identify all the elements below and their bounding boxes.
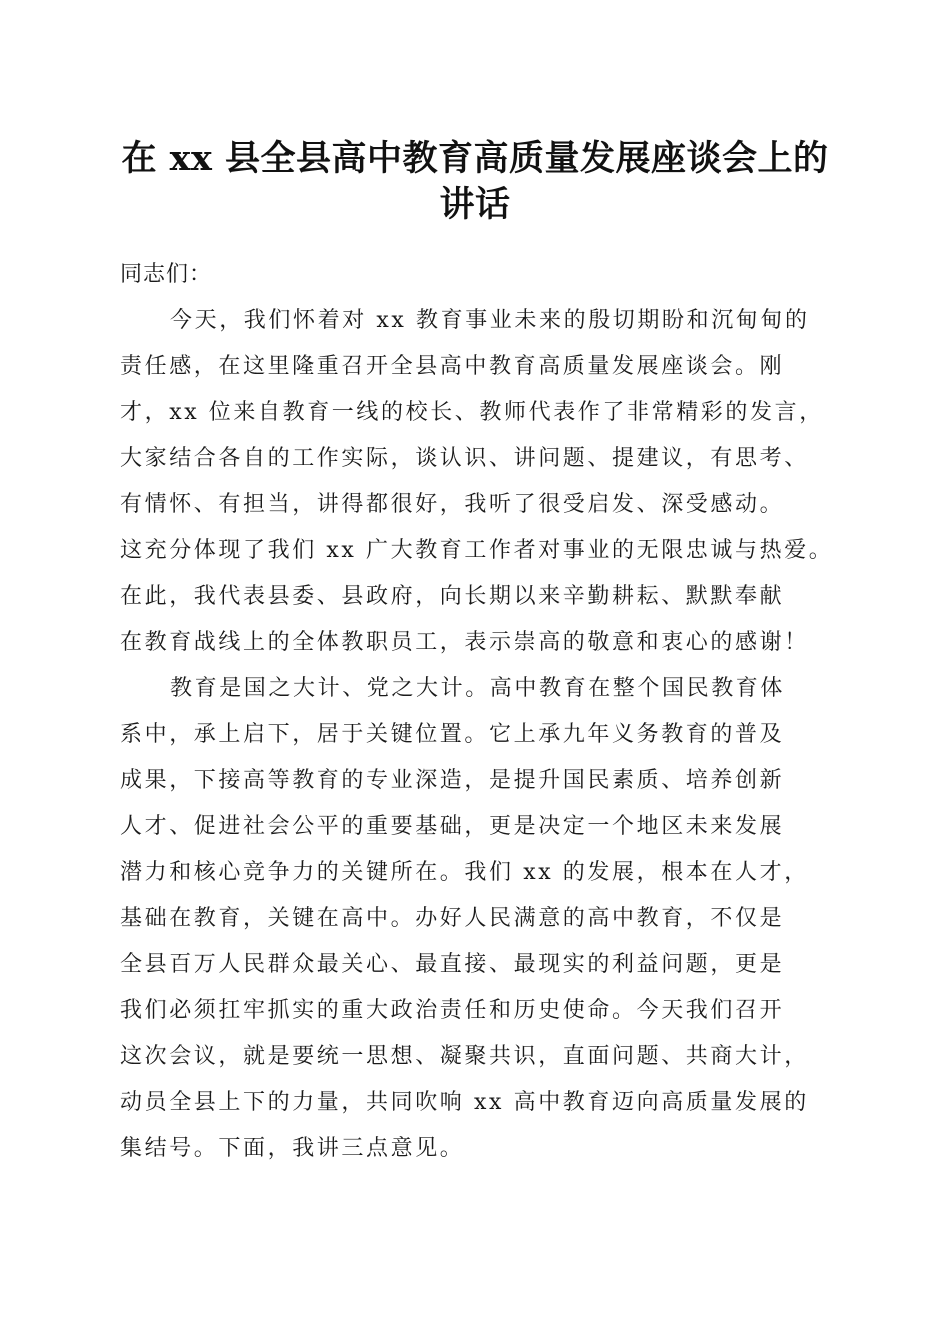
document-body <box>120 252 844 1172</box>
paragraph-line: 责任感，在这里隆重召开全县高中教育高质量发展座谈会。刚 <box>120 354 785 379</box>
paragraph-2 <box>120 666 844 1172</box>
paragraph-line: 教育是国之大计、党之大计。高中教育在整个国民教育体 <box>170 676 786 701</box>
paragraph-line: 人才、促进社会公平的重要基础，更是决定一个地区未来发展 <box>120 814 785 839</box>
paragraph-line: 成果，下接高等教育的专业深造，是提升国民素质、培养创新 <box>120 768 785 793</box>
paragraph-line: 基础在教育，关键在高中。办好人民满意的高中教育，不仅是 <box>120 906 785 931</box>
paragraph-line: 这充分体现了我们 xx 广大教育工作者对事业的无限忠诚与热爱。 <box>120 538 834 563</box>
paragraph-line: 才，xx 位来自教育一线的校长、教师代表作了非常精彩的发言， <box>120 400 824 425</box>
document-title <box>110 136 840 228</box>
paragraph-line: 集结号。下面，我讲三点意见。 <box>120 1136 465 1161</box>
paragraph-line: 大家结合各自的工作实际，谈认识、讲问题、提建议，有思考、 <box>120 446 809 471</box>
paragraph-1 <box>120 298 844 666</box>
salutation: 同志们： <box>120 262 213 287</box>
paragraph-line: 这次会议，就是要统一思想、凝聚共识，直面问题、共商大计， <box>120 1044 809 1069</box>
paragraph-line: 潜力和核心竞争力的关键所在。我们 xx 的发展，根本在人才， <box>120 860 809 885</box>
paragraph-line: 今天，我们怀着对 xx 教育事业未来的殷切期盼和沉甸甸的 <box>170 308 810 333</box>
paragraph-line: 在此，我代表县委、县政府，向长期以来辛勤耕耘、默默奉献 <box>120 584 785 609</box>
title-line-1: 在 xx 县全县高中教育高质量发展座谈会上的 <box>121 138 829 179</box>
paragraph-line: 系中，承上启下，居于关键位置。它上承九年义务教育的普及 <box>120 722 785 747</box>
paragraph-line: 在教育战线上的全体教职员工，表示崇高的敬意和衷心的感谢！ <box>120 630 809 655</box>
title-line-2: 讲话 <box>439 184 511 225</box>
paragraph-line: 我们必须扛牢抓实的重大政治责任和历史使命。今天我们召开 <box>120 998 785 1023</box>
paragraph-line: 动员全县上下的力量，共同吹响 xx 高中教育迈向高质量发展的 <box>120 1090 809 1115</box>
paragraph-line: 有情怀、有担当，讲得都很好，我听了很受启发、深受感动。 <box>120 492 785 517</box>
paragraph-line: 全县百万人民群众最关心、最直接、最现实的利益问题，更是 <box>120 952 785 977</box>
